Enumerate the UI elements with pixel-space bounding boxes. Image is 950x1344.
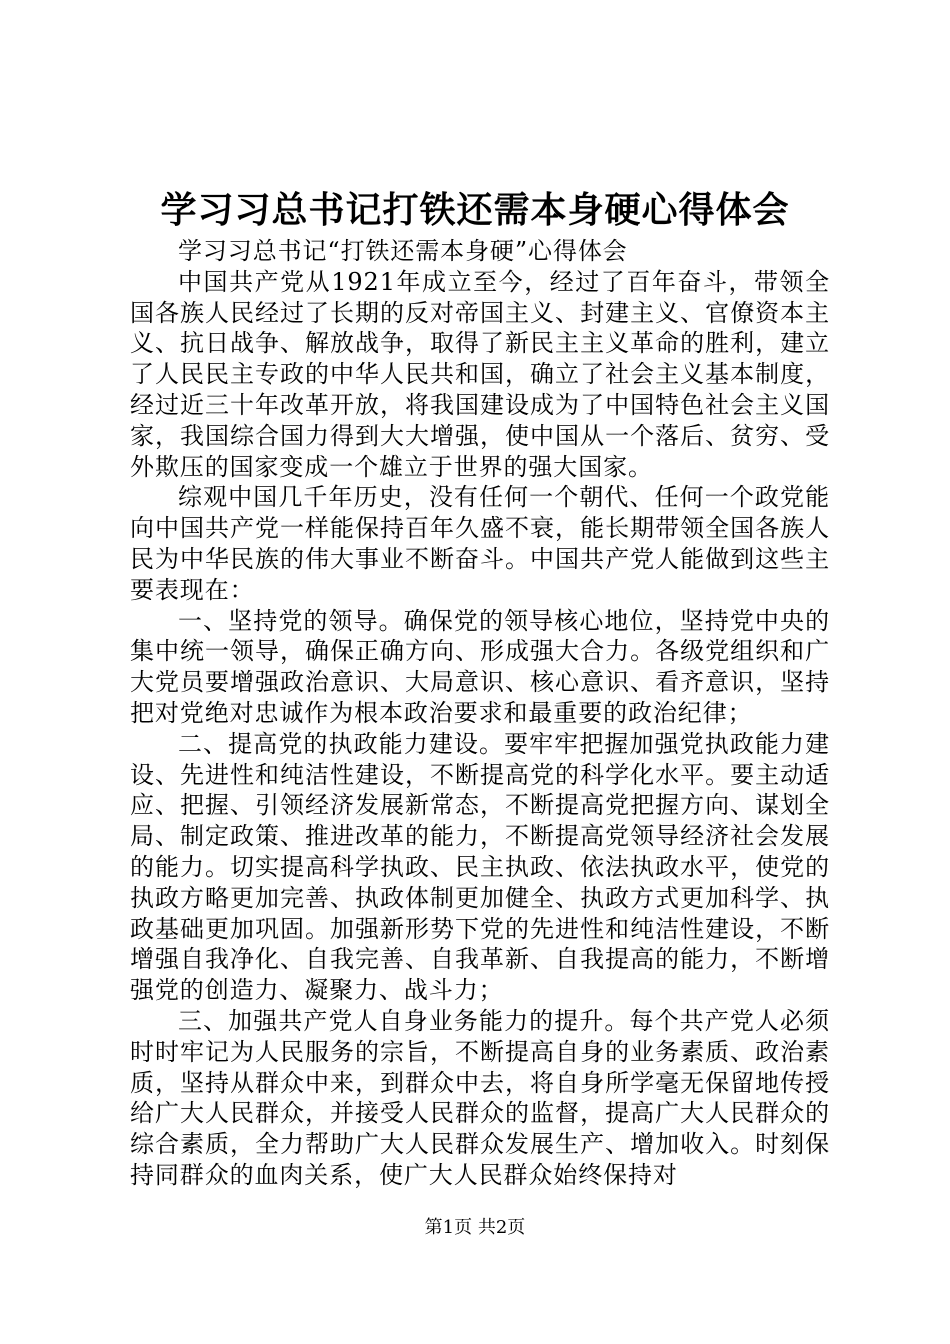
paragraph-point-one: 一、坚持党的领导。确保党的领导核心地位，坚持党中央的集中统一领导，确保正确方向、形成强大合力。各级党组织和广大党员要增强政治意识、大局意识、核心意识、看齐意识，坚持把对党绝对忠诚作为根本政治要求和最重要的政治纪律； [130,606,830,727]
document-subtitle: 学习习总书记“打铁还需本身硬”心得体会 [178,237,628,265]
paragraph-point-two: 二、提高党的执政能力建设。要牢牢把握加强党执政能力建设、先进性和纯洁性建设，不断提高党的科学化水平。要主动适应、把握、引领经济发展新常态，不断提高党把握方向、谋划全局、制定政策、推进改革的能力，不断提高党领导经济社会发展的能力。切实提高科学执政、民主执政、依法执政水平，使党的执政方略更加完善、执政体制更加健全、执政方式更加科学、执政基础更加巩固。加强新形势下党的先进性和纯洁性建设，不断增强自我净化、自我完善、自我革新、自我提高的能力，不断增强党的创造力、凝聚力、战斗力； [130,729,830,1005]
paragraph-intro: 中国共产党从1921年成立至今，经过了百年奋斗，带领全国各族人民经过了长期的反对帝国主义、封建主义、官僚资本主义、抗日战争、解放战争，取得了新民主主义革命的胜利，建立了人民民主专政的中华人民共和国，确立了社会主义基本制度，经过近三十年改革开放，将我国建设成为了中国特色社会主义国家，我国综合国力得到大大增强，使中国从一个落后、贫穷、受外欺压的国家变成一个雄立于世界的强大国家。 [130,267,830,481]
paragraph-history: 综观中国几千年历史，没有任何一个朝代、任何一个政党能向中国共产党一样能保持百年久盛不衰，能长期带领全国各族人民为中华民族的伟大事业不断奋斗。中国共产党人能做到这些主要表现在： [130,483,830,604]
page-number-footer: 第1页 共2页 [424,1217,526,1238]
paragraph-point-three: 三、加强共产党人自身业务能力的提升。每个共产党人必须时时牢记为人民服务的宗旨，不断提高自身的业务素质、政治素质，坚持从群众中来，到群众中去，将自身所学毫无保留地传授给广大人民群众，并接受人民群众的监督，提高广大人民群众的综合素质，全力帮助广大人民群众发展生产、增加收入。时刻保持同群众的血肉关系，使广大人民群众始终保持对 [130,1006,830,1189]
document-title: 学习习总书记打铁还需本身硬心得体会 [160,189,790,231]
document-body [130,236,830,1191]
